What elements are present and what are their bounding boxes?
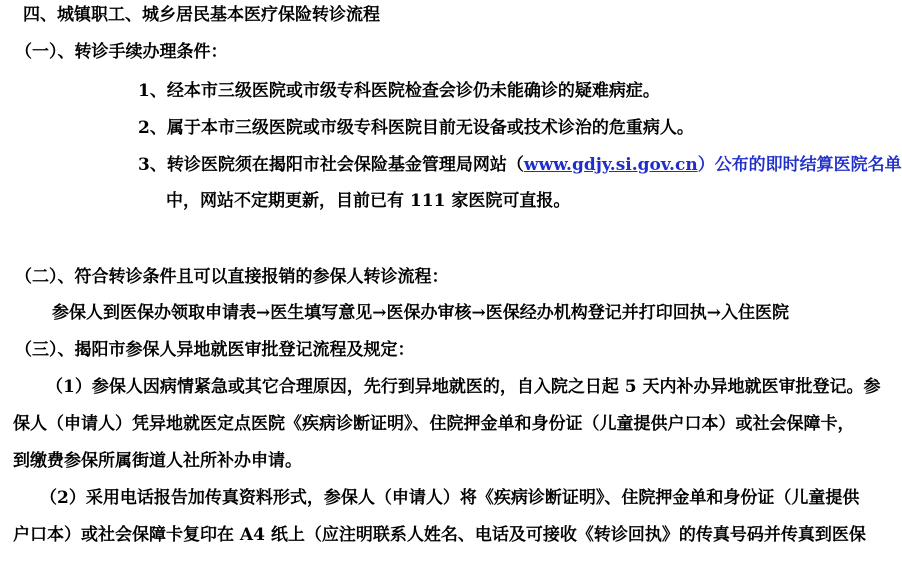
- social-insurance-website-link[interactable]: www.gdjy.si.gov.cn: [523, 155, 698, 175]
- part1-item-3-prefix: 3、转诊医院须在揭阳市社会保险基金管理局网站（: [138, 155, 524, 175]
- part3-paragraph-1-line-1: （1）参保人因病情紧急或其它合理原因，先行到异地就医的，自入院之日起 5 天内补办异地就医审批登记。参: [46, 377, 881, 397]
- part3-heading: （三）、揭阳市参保人异地就医审批登记流程及规定：: [15, 340, 415, 360]
- hospital-list-link[interactable]: ）公布的即时结算医院名单: [697, 155, 902, 175]
- part3-paragraph-2-line-1: （2）采用电话报告加传真资料形式，参保人（申请人）将《疾病诊断证明》、住院押金单和身份证（儿童提供: [40, 488, 860, 508]
- part1-item-2: 2、属于本市三级医院或市级专科医院目前无设备或技术诊治的危重病人。: [138, 118, 694, 138]
- part2-flow: 参保人到医保办领取申请表→医生填写意见→医保办审核→医保经办机构登记并打印回执→入住医院: [52, 303, 789, 323]
- part1-item-3: [138, 153, 902, 177]
- part3-paragraph-2-line-2: 户口本）或社会保障卡复印在 A4 纸上（应注明联系人姓名、电话及可接收《转诊回执》的传真号码并传真到医保: [13, 525, 866, 545]
- section-title: 四、城镇职工、城乡居民基本医疗保险转诊流程: [23, 5, 380, 25]
- part3-paragraph-1-line-2: 保人（申请人）凭异地就医定点医院《疾病诊断证明》、住院押金单和身份证（儿童提供户口本）或社会保障卡，: [13, 414, 855, 434]
- part1-item-3-continued: 中，网站不定期更新，目前已有 111 家医院可直报。: [166, 191, 571, 211]
- part3-paragraph-1-line-3: 到缴费参保所属街道人社所补办申请。: [13, 451, 302, 471]
- part1-item-1: 1、经本市三级医院或市级专科医院检查会诊仍未能确诊的疑难病症。: [138, 81, 660, 101]
- part1-heading: （一）、转诊手续办理条件：: [15, 42, 228, 62]
- part2-heading: （二）、符合转诊条件且可以直接报销的参保人转诊流程：: [15, 267, 449, 287]
